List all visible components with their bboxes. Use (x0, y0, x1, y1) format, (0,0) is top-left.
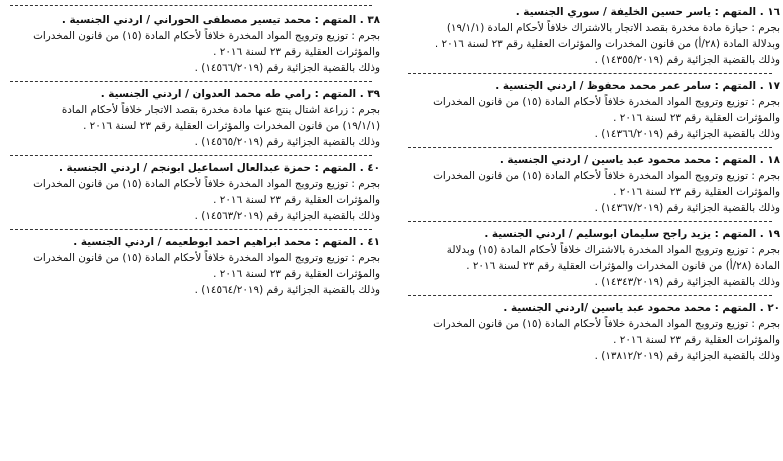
entry-charge-line: والمؤثرات العقلية رقم ٢٣ لسنة ٢٠١٦ . (613, 186, 780, 198)
entry-charge-line: بجرم : توزيع وترويج المواد المخدرة خلافاً لأحكام المادة (١٥) من قانون المخدرات (433, 96, 780, 108)
entry-case-line: وذلك بالقضية الجزائية رقم (١٤٥٦٥/٢٠١٩) . (194, 136, 380, 148)
entry-19 (400, 226, 780, 290)
entry-case-line: وذلك بالقضية الجزائية رقم (١٤٣٤٣/٢٠١٩) . (594, 276, 780, 288)
entry-charge-line: (١٩/١/١) من قانون المخدرات والمؤثرات العقلية رقم ٢٣ لسنة ٢٠١٦ . (83, 120, 380, 132)
entry-charge-line: بجرم : توزيع وترويج المواد المخدرة خلافاً لأحكام المادة (١٥) من قانون المخدرات (33, 30, 380, 42)
entry-title: ١٩ . المتهم : يزيد راجح سليمان ابوسليم / اردني الجنسية . (484, 228, 780, 240)
entry-charge-line: والمؤثرات العقلية رقم ٢٣ لسنة ٢٠١٦ . (213, 194, 380, 206)
entry-charge-line: بجرم : توزيع وترويج المواد المخدرة خلافاً لأحكام المادة (١٥) من قانون المخدرات (33, 252, 380, 264)
entry-41 (2, 234, 380, 298)
entry-39 (2, 86, 380, 150)
entry-40 (2, 160, 380, 224)
entry-case-line: وذلك بالقضية الجزائية رقم (١٤٣٦٦/٢٠١٩) . (594, 128, 780, 140)
entry-20 (400, 300, 780, 364)
entry-charge-line: والمؤثرات العقلية رقم ٢٣ لسنة ٢٠١٦ . (213, 46, 380, 58)
entry-title: ٣٩ . المتهم : رامي طه محمد العدوان / اردني الجنسية . (100, 88, 380, 100)
entry-charge-line: وبدلالة المادة (٢٨/أ) من قانون المخدرات والمؤثرات العقلية رقم ٢٣ لسنة ٢٠١٦ . (434, 38, 780, 50)
dashed-divider (408, 221, 773, 222)
dashed-divider (10, 81, 373, 82)
entry-title: ٤٠ . المتهم : حمزة عبدالعال اسماعيل ابونجم / اردني الجنسية . (58, 162, 380, 174)
entry-title: ١٨ . المتهم : محمد محمود عبد ياسين / اردني الجنسية . (499, 154, 780, 166)
entry-title: ١٦ . المتهم : ياسر حسين الخليفة / سوري الجنسية . (515, 6, 780, 18)
entry-charge-line: بجرم : توزيع وترويج المواد المخدرة خلافاً لأحكام المادة (١٥) من قانون المخدرات (33, 178, 380, 190)
entry-charge-line: بجرم : حيازة مادة مخدرة بقصد الاتجار بالاشتراك خلافاً لأحكام المادة (١٩/١/١) (446, 22, 780, 34)
entry-17 (400, 78, 780, 142)
entry-case-line: وذلك بالقضية الجزائية رقم (١٤٥٦٤/٢٠١٩) . (194, 284, 380, 296)
entry-38 (2, 12, 380, 76)
entry-title: ٣٨ . المتهم : محمد تيسير مصطفى الحوراني / اردني الجنسية . (61, 14, 380, 26)
dashed-divider (408, 73, 773, 74)
entry-title: ٢٠ . المتهم : محمد محمود عبد ياسين /اردني الجنسية . (503, 302, 780, 314)
entry-case-line: وذلك بالقضية الجزائية رقم (١٤٣٥٥/٢٠١٩) . (594, 54, 780, 66)
entry-18 (400, 152, 780, 216)
entry-charge-line: المادة (٢٨/أ) من قانون المخدرات والمؤثرات العقلية رقم ٢٣ لسنة ٢٠١٦ . (466, 260, 780, 272)
entry-case-line: وذلك بالقضية الجزائية رقم (١٣٨١٢/٢٠١٩) . (594, 350, 780, 362)
entry-charge-line: والمؤثرات العقلية رقم ٢٣ لسنة ٢٠١٦ . (213, 268, 380, 280)
entry-title: ٤١ . المتهم : محمد ابراهيم احمد ابوطعيمه / اردني الجنسية . (73, 236, 380, 248)
entry-16 (400, 4, 780, 68)
entry-charge-line: والمؤثرات العقلية رقم ٢٣ لسنة ٢٠١٦ . (613, 334, 780, 346)
entry-case-line: وذلك بالقضية الجزائية رقم (١٤٥٦٣/٢٠١٩) . (194, 210, 380, 222)
dashed-divider (10, 155, 373, 156)
entry-charge-line: بجرم : توزيع وترويج المواد المخدرة خلافاً لأحكام المادة (١٥) من قانون المخدرات (433, 318, 780, 330)
entry-charge-line: بجرم : زراعة اشتال ينتج عنها مادة مخدرة بقصد الاتجار خلافاً لأحكام المادة (61, 104, 380, 116)
entry-charge-line: بجرم : توزيع وترويج المواد المخدرة بالاشتراك خلافاً لأحكام المادة (١٥) وبدلالة (446, 244, 780, 256)
right-column (400, 4, 780, 364)
dashed-divider (408, 147, 773, 148)
entry-title: ١٧ . المتهم : سامر عمر محمد محفوظ / اردني الجنسية . (495, 80, 780, 92)
entry-charge-line: بجرم : توزيع وترويج المواد المخدرة خلافاً لأحكام المادة (١٥) من قانون المخدرات (433, 170, 780, 182)
dashed-divider (10, 229, 373, 230)
entry-case-line: وذلك بالقضية الجزائية رقم (١٤٥٦٦/٢٠١٩) . (194, 62, 380, 74)
left-column (2, 3, 380, 298)
entry-case-line: وذلك بالقضية الجزائية رقم (١٤٣٦٧/٢٠١٩) . (594, 202, 780, 214)
entry-charge-line: والمؤثرات العقلية رقم ٢٣ لسنة ٢٠١٦ . (613, 112, 780, 124)
dashed-divider (10, 5, 373, 6)
dashed-divider (408, 295, 773, 296)
